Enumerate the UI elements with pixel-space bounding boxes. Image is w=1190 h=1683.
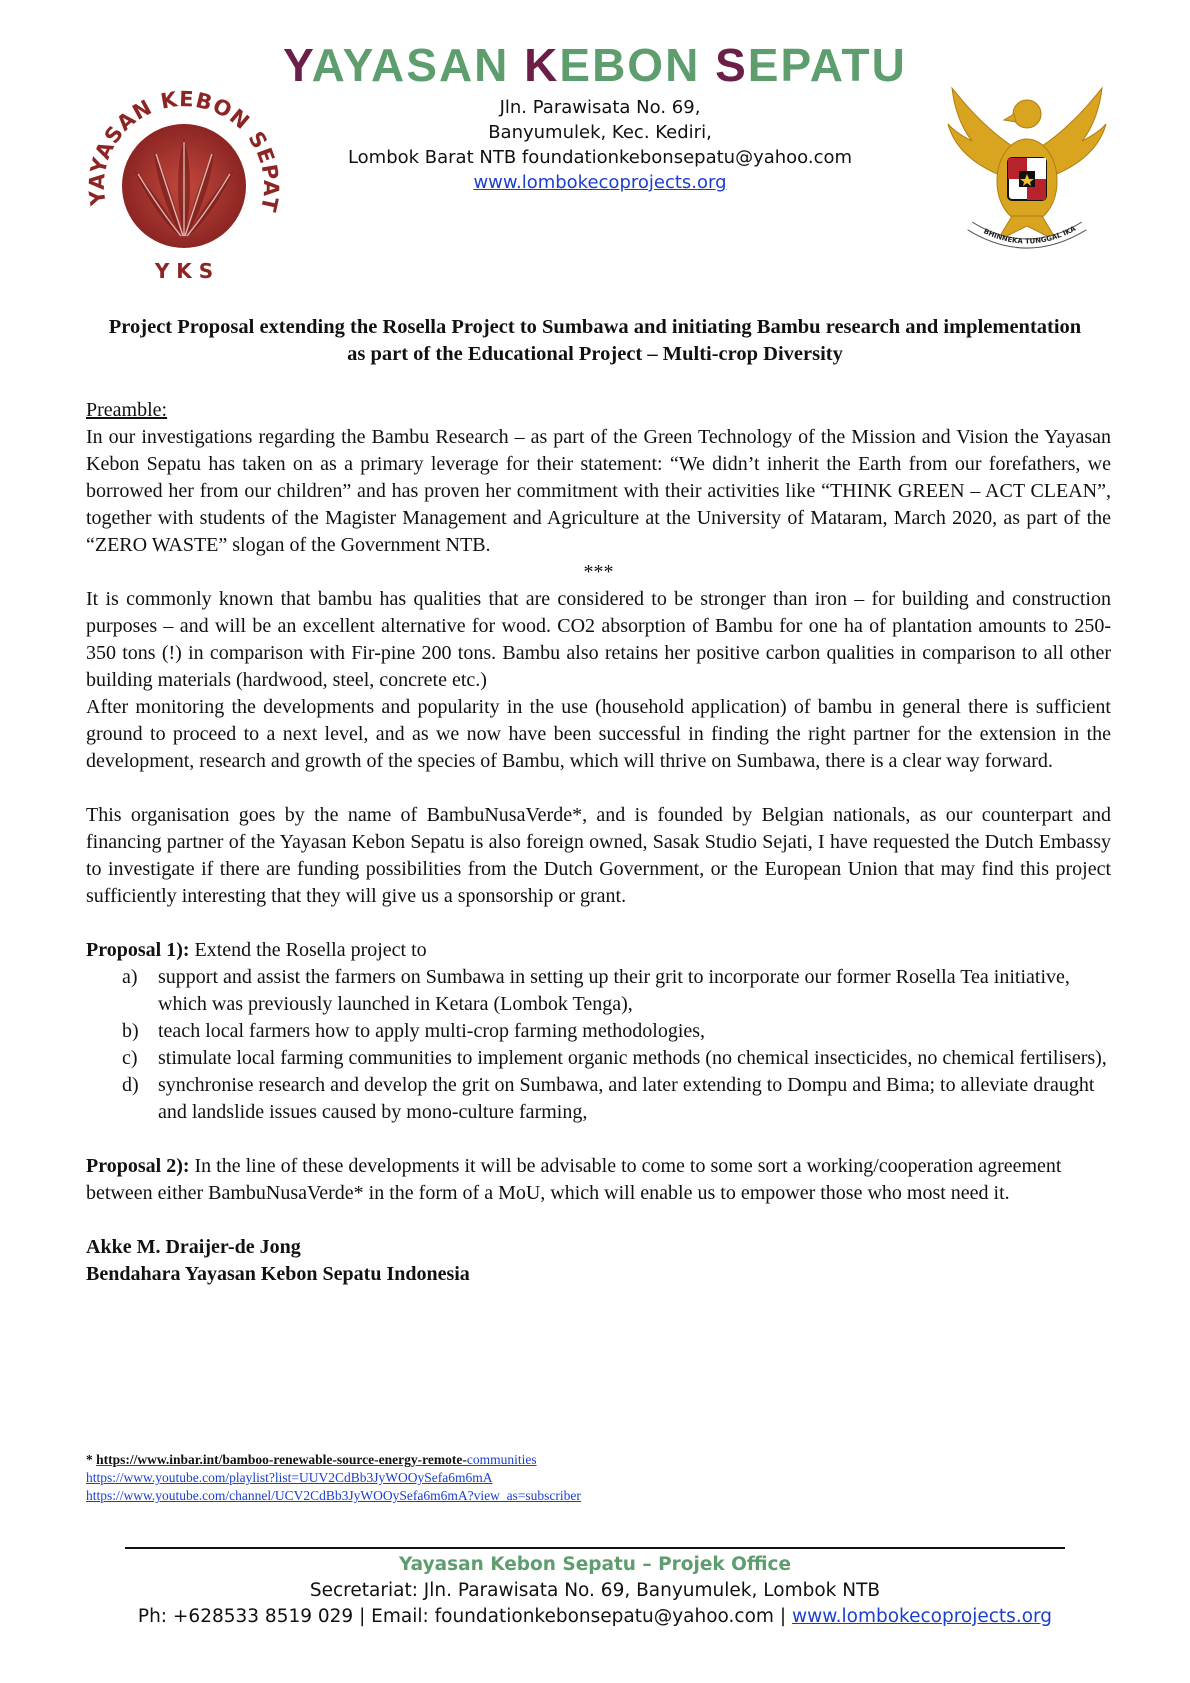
paragraph-monitoring: After monitoring the developments and popularity in the use (household application) of bambu in general there is sufficient ground to proceed to a next level, and as we now have been successful in finding the right partner for the extension in the development, research and growth of the species of Bambu, which will thrive on Sumbawa, there is a clear way forward. [86,696,1111,772]
footnote-link-youtube-playlist[interactable]: https://www.youtube.com/playlist?list=UUV2CdBb3JyWOOySefa6m6mA [86,1470,493,1485]
list-marker: d) [122,1074,139,1096]
list-item [86,1018,1111,1045]
paragraph-preamble: In our investigations regarding the Bambu Research – as part of the Green Technology of the Mission and Vision the Yayasan Kebon Sepatu has taken on as a primary leverage for their statement: “We didn’t inherit the Earth from our forefathers, we borrowed her from our children” and has proven her commitment with their activities like “THINK GREEN – ACT CLEAN”, together with students of the Magister Management and Agriculture at the University of Mataram, March 2020, as part of the “ZERO WASTE” slogan of the Government NTB. [86,426,1111,556]
paragraph-organisation: This organisation goes by the name of BambuNusaVerde*, and is founded by Belgian nationals, as our counterpart and financing partner of the Yayasan Kebon Sepatu is also foreign owned, Sasak Studio Sejati, I have requested the Dutch Embassy to investigate if there are funding possibilities from the Dutch Government, or the European Union that may find this project sufficiently interesting that they will give us a sponsorship or grant. [86,804,1111,907]
title-initial-s: S [715,39,748,91]
footer-website-link[interactable]: www.lombokecoprojects.org [791,1606,1053,1627]
footnote-link-youtube-channel[interactable]: https://www.youtube.com/channel/UCV2CdBb3JyWOOySefa6m6mA?view_as=subscriber [86,1488,581,1503]
yks-logo [84,86,284,286]
title-initial-y: Y [283,39,312,91]
list-item-text: support and assist the farmers on Sumbawa in setting up their grit to incorporate our former Rosella Tea initiative, which was previously launched in Ketara (Lombok Tenga), [158,966,1070,1015]
letterhead-title [0,38,1190,92]
letterhead-address [300,95,900,195]
list-marker: a) [122,966,138,988]
footer-secretariat: Secretariat: Jln. Parawisata No. 69, Banyumulek, Lombok NTB [309,1580,881,1601]
signature-name: Akke M. Draijer-de Jong [86,1236,301,1258]
preamble-label: Preamble: [86,399,168,421]
title-part-ayasan: AYASAN [311,39,525,91]
proposal-2 [86,1153,1111,1207]
list-item [86,1045,1111,1072]
list-item-text: teach local farmers how to apply multi-crop farming methodologies, [158,1020,706,1042]
logo-initials: Y K S [154,259,214,283]
footnote-link-inbar-rest: communities [466,1452,537,1467]
list-item [86,1072,1111,1126]
title-part-epatu: EPATU [747,39,907,91]
footnote-link-inbar-bold: https://www.inbar.int/bamboo-renewable-source-energy-remote- [96,1452,467,1467]
proposal-1-list [86,964,1111,1126]
section-separator: *** [583,561,614,583]
address-line-3: Lombok Barat NTB foundationkebonsepatu@yahoo.com [347,147,853,168]
logo-ring-text: YAYASAN KEBON SEPAT [84,87,284,215]
footnote-link-inbar[interactable] [96,1452,536,1467]
paragraph-bambu-qualities: It is commonly known that bambu has qualities that are considered to be stronger than iron – for building and construction purposes – and will be an excellent alternative for wood. CO2 absorption of Bambu for one ha of plantation amounts to 250-350 tons (!) in comparison with Fir-pine 200 tons. Bambu also retains her positive carbon qualities in comparison to all other building materials (hardwood, steel, concrete etc.) [86,588,1111,691]
footer-contact-text: Ph: +628533 8519 029 | Email: foundationkebonsepatu@yahoo.com | [137,1606,792,1627]
title-initial-k: K [524,39,560,91]
garuda-emblem [942,86,1112,256]
list-item-text: synchronise research and develop the grit on Sumbawa, and later extending to Dompu and Bima; to alleviate draught and landslide issues caused by mono-culture farming, [158,1074,1095,1123]
list-marker: c) [122,1047,138,1069]
footer-org: Yayasan Kebon Sepatu – Projek Office [398,1554,792,1575]
proposal-2-label: Proposal 2): [86,1155,190,1177]
address-line-1: Jln. Parawisata No. 69, [499,97,701,118]
website-link[interactable]: www.lombokecoprojects.org [473,172,727,193]
list-marker: b) [122,1020,139,1042]
list-item-text: stimulate local farming communities to implement organic methods (no chemical insecticides, no chemical fertilisers), [158,1047,1107,1069]
proposal-1-label: Proposal 1): [86,939,190,961]
emblem-motto: BHINNEKA TUNGGAL IKA [982,224,1078,246]
title-part-ebon: EBON [559,39,716,91]
footer-divider [125,1547,1065,1549]
document-body [86,397,1111,1288]
address-line-2: Banyumulek, Kec. Kediri, [488,122,712,143]
proposal-1-intro [86,937,1111,964]
proposal-1-text: Extend the Rosella project to [189,939,427,961]
footnote-marker: * [86,1452,93,1467]
document-heading: Project Proposal extending the Rosella Project to Sumbawa and initiating Bambu research and implementation as part of the Educational Project – Multi-crop Diversity [108,316,1082,365]
list-item [86,964,1111,1018]
signature-role: Bendahara Yayasan Kebon Sepatu Indonesia [86,1263,470,1285]
proposal-2-text: In the line of these developments it will be advisable to come to some sort a working/cooperation agreement between either BambuNusaVerde* in the form of a MoU, which will enable us to empower those who most need it. [86,1155,1062,1204]
footer-contact [0,1604,1190,1630]
footnote-links [86,1451,581,1505]
letterhead-footer [0,1552,1190,1630]
